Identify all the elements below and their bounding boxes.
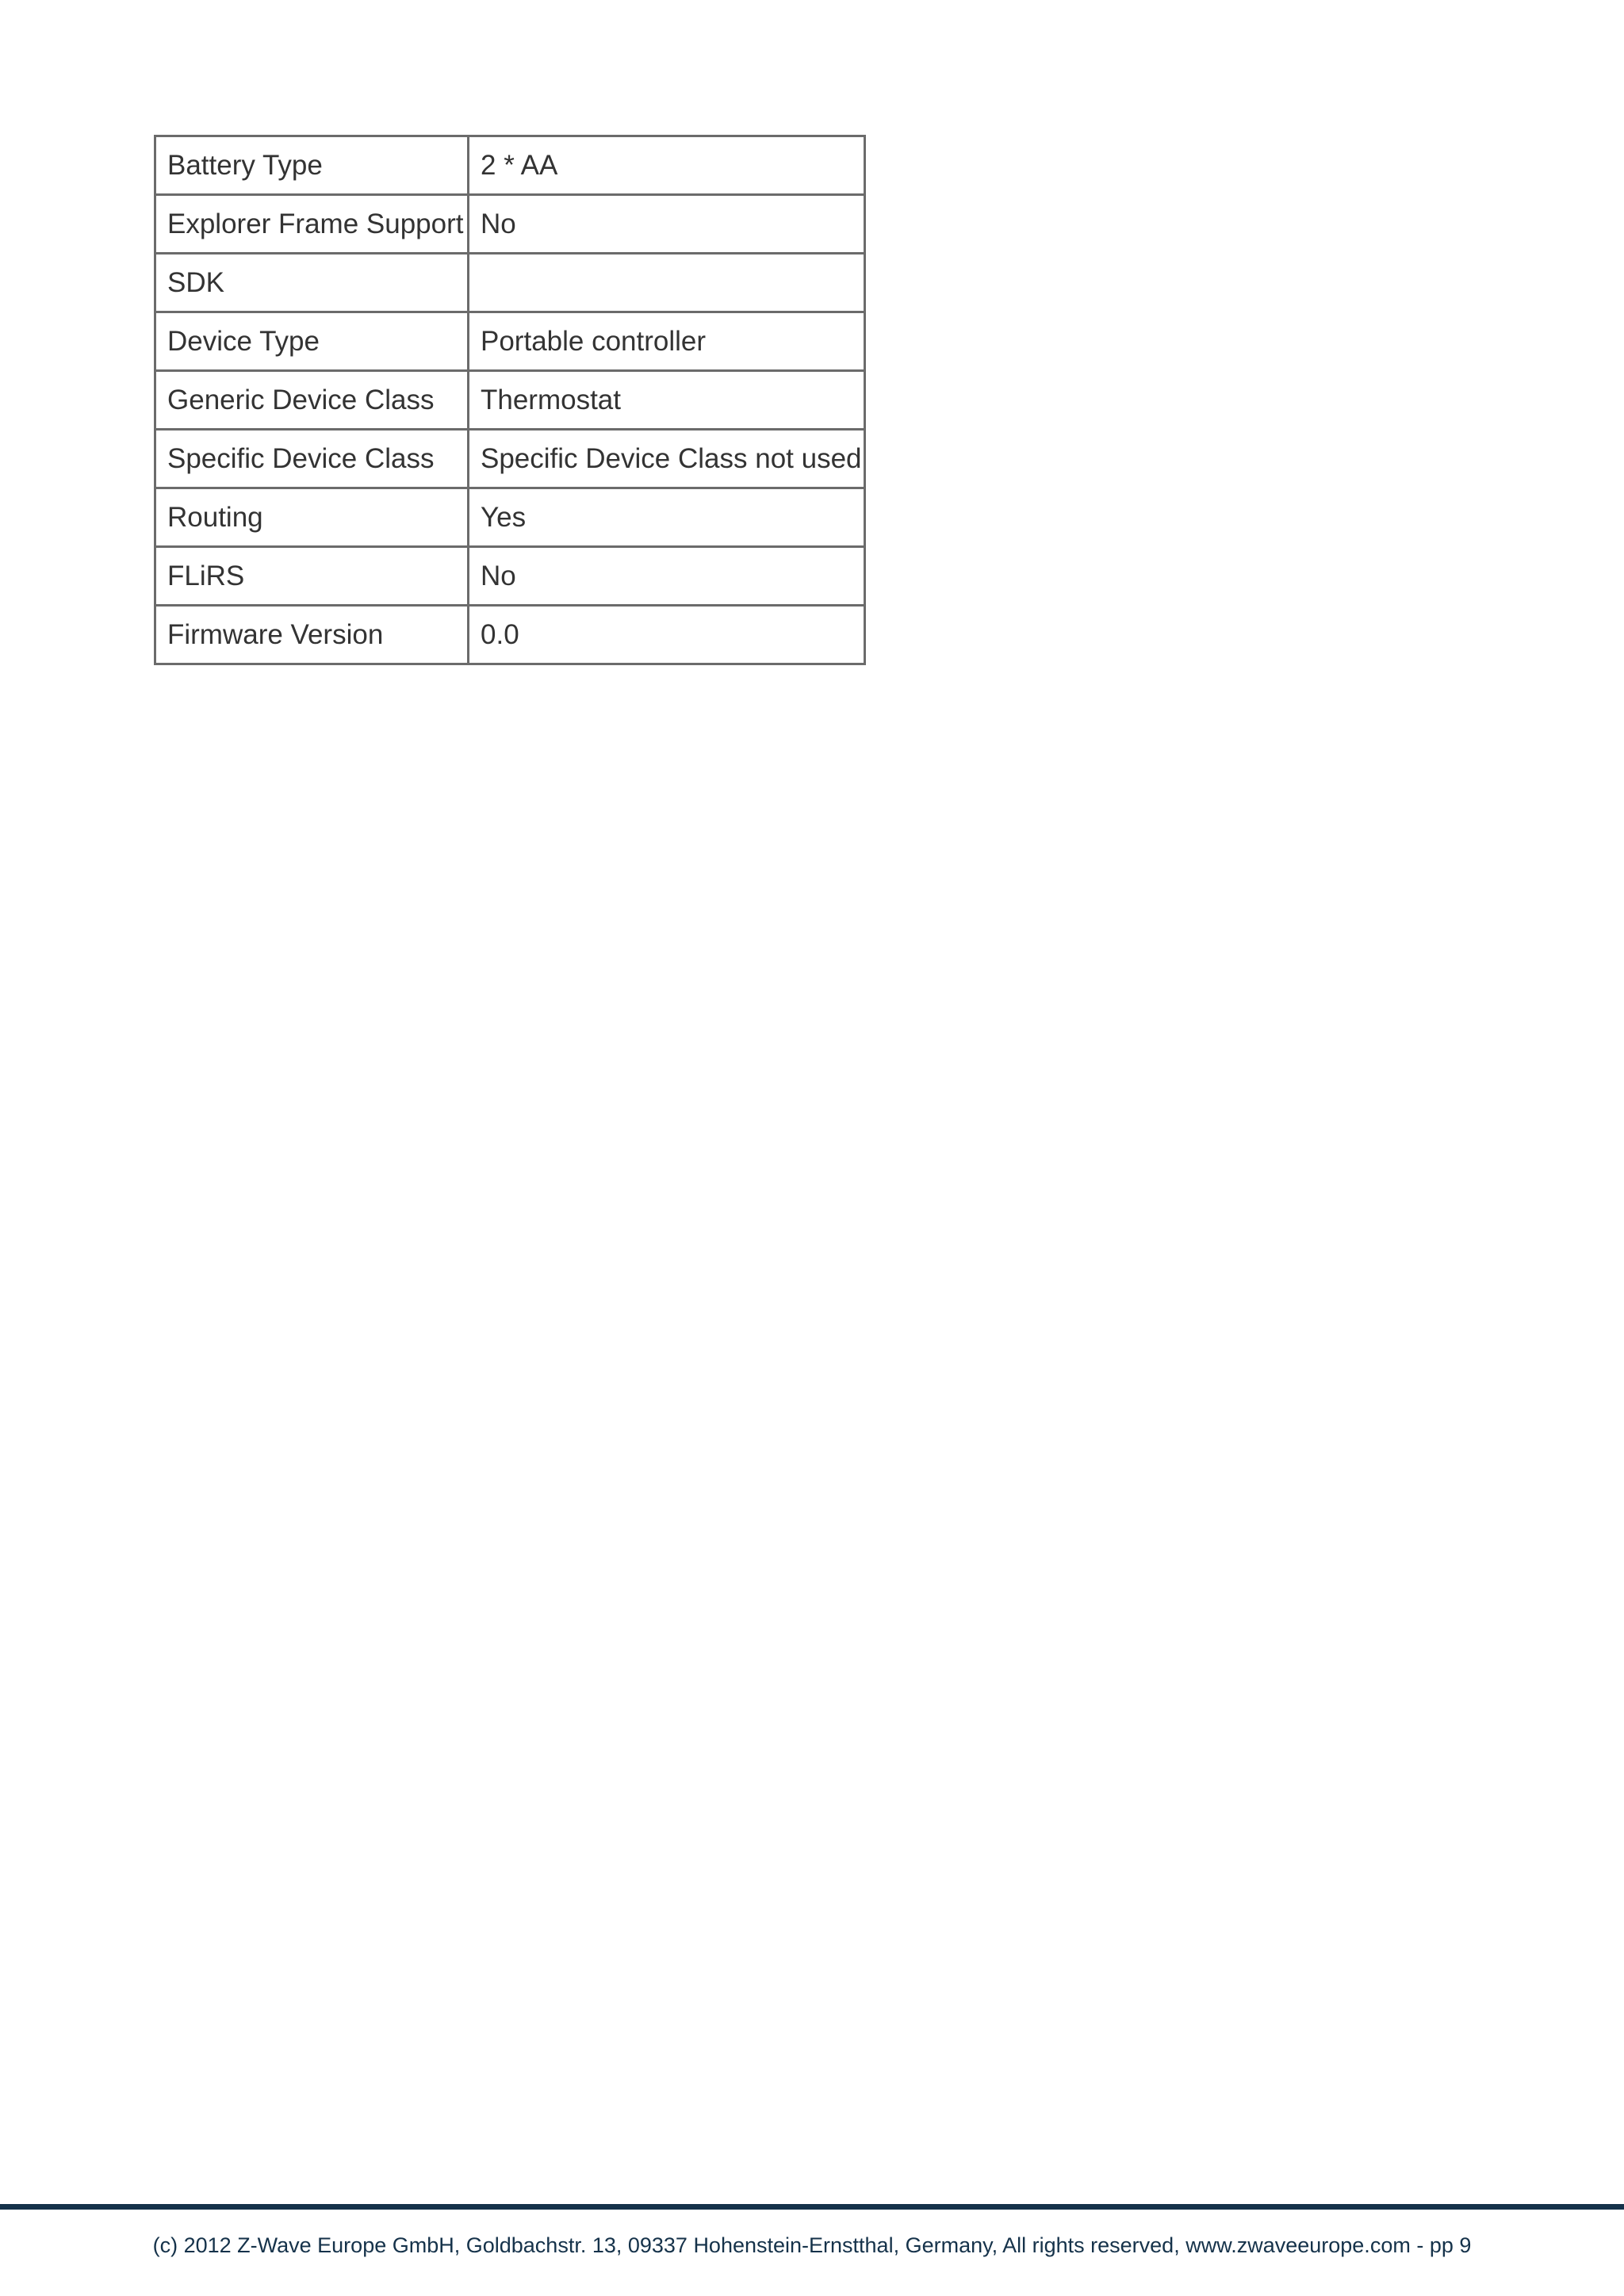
table-row [155,430,865,488]
specs-table [154,135,866,665]
spec-label: Battery Type [155,136,469,195]
spec-label: Device Type [155,312,469,371]
spec-label: FLiRS [155,547,469,606]
spec-value: Yes [469,488,865,547]
table-row [155,547,865,606]
table-row [155,195,865,254]
spec-label: Explorer Frame Support [155,195,469,254]
footer-copyright: (c) 2012 Z-Wave Europe GmbH, Goldbachstr. 13, 09337 Hohenstein-Ernstthal, Germany, All rights reserved, www.zwaveeurope.com - pp 9 [152,2233,1472,2257]
spec-label: Generic Device Class [155,371,469,430]
spec-value [469,254,865,312]
spec-value: Specific Device Class not used [469,430,865,488]
spec-value: 0.0 [469,606,865,664]
spec-label: Firmware Version [155,606,469,664]
footer-divider [0,2204,1624,2210]
spec-value: No [469,195,865,254]
spec-value: 2 * AA [469,136,865,195]
spec-value: Thermostat [469,371,865,430]
table-row [155,371,865,430]
spec-value: No [469,547,865,606]
table-row [155,136,865,195]
spec-label: SDK [155,254,469,312]
spec-value: Portable controller [469,312,865,371]
table-row [155,488,865,547]
table-row [155,606,865,664]
spec-label: Routing [155,488,469,547]
spec-label: Specific Device Class [155,430,469,488]
table-row [155,254,865,312]
table-row [155,312,865,371]
